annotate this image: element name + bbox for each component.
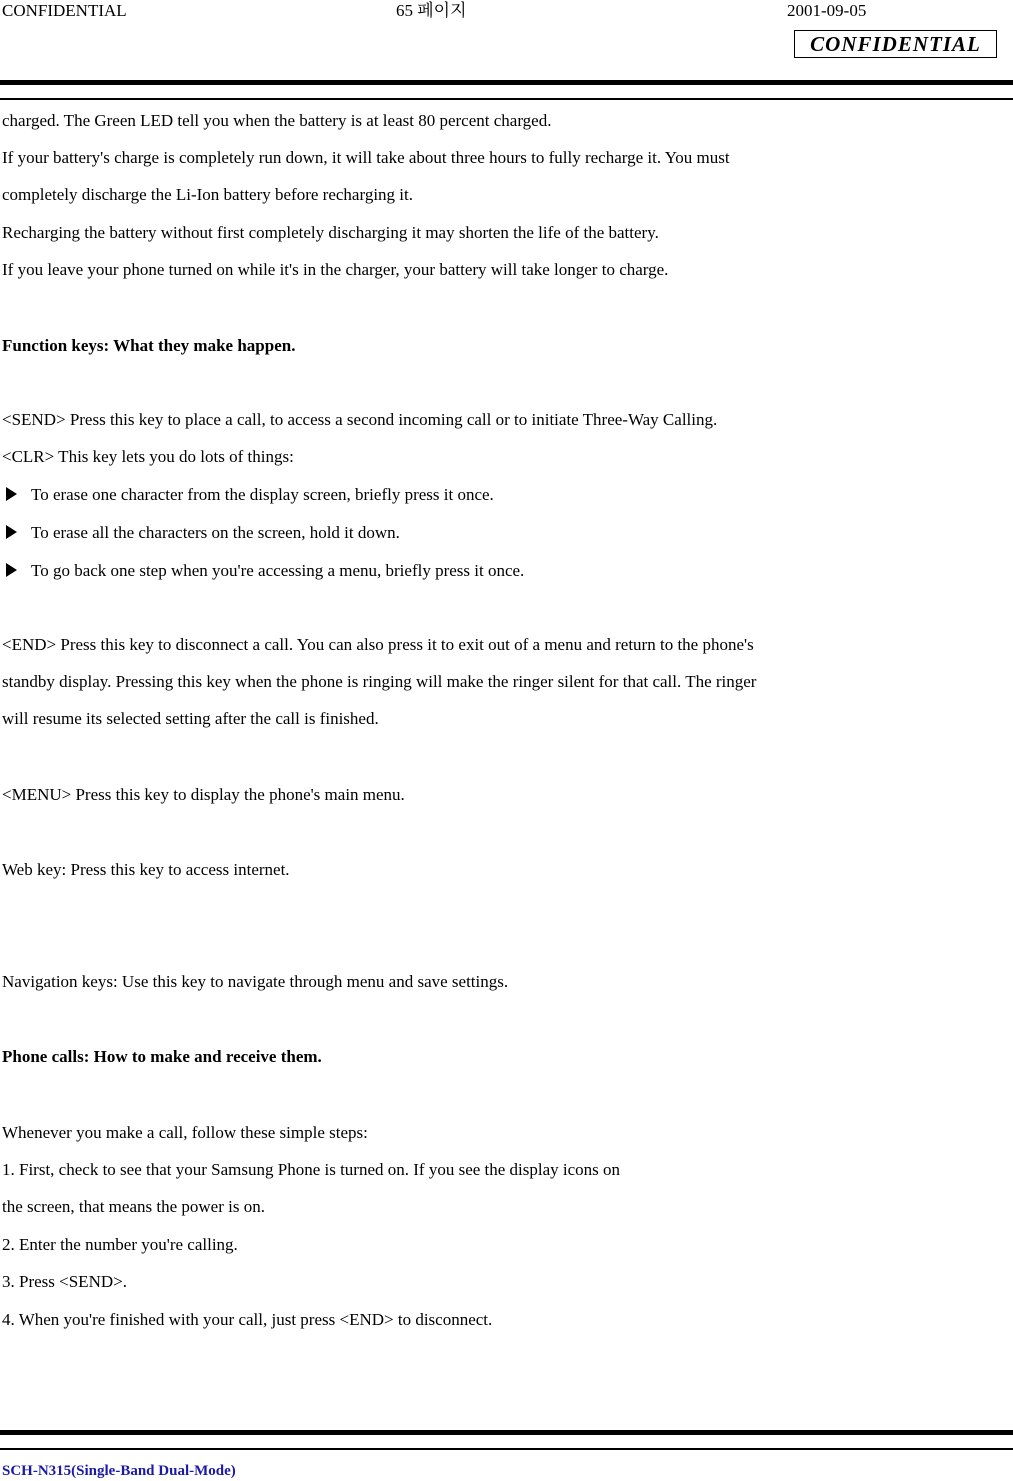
list-item-text: To erase one character from the display screen, briefly press it once. xyxy=(31,485,494,504)
footer-rule-thick xyxy=(0,1430,1013,1435)
end-key-description: will resume its selected setting after the call is finished. xyxy=(2,709,379,728)
step-line: 2. Enter the number you're calling. xyxy=(2,1235,238,1254)
clr-key-description: <CLR> This key lets you do lots of things: xyxy=(2,447,294,466)
end-key-description: standby display. Pressing this key when the phone is ringing will make the ringer silent for that call. The ringer xyxy=(2,672,757,691)
list-item-text: To erase all the characters on the screen, hold it down. xyxy=(31,523,400,542)
step-line: 3. Press <SEND>. xyxy=(2,1272,127,1291)
end-key-description: <END> Press this key to disconnect a call. You can also press it to exit out of a menu and return to the phone's xyxy=(2,635,754,654)
web-key-description: Web key: Press this key to access internet. xyxy=(2,860,290,879)
navigation-keys-description: Navigation keys: Use this key to navigate through menu and save settings. xyxy=(2,972,509,991)
triangle-right-icon xyxy=(6,563,17,577)
paragraph-line: Recharging the battery without first completely discharging it may shorten the life of the battery. xyxy=(2,223,659,242)
header-rule-thick xyxy=(0,80,1013,85)
footer-model-label: SCH-N315(Single-Band Dual-Mode) xyxy=(2,1463,236,1479)
header-confidential-label: CONFIDENTIAL xyxy=(2,1,127,20)
list-item xyxy=(2,484,494,506)
paragraph-line: completely discharge the Li-Ion battery before recharging it. xyxy=(2,185,413,204)
list-item-text: To go back one step when you're accessing a menu, briefly press it once. xyxy=(31,561,525,580)
step-line: 1. First, check to see that your Samsung Phone is turned on. If you see the display icons on xyxy=(2,1160,621,1179)
step-line: 4. When you're finished with your call, just press <END> to disconnect. xyxy=(2,1310,493,1329)
send-key-description: <SEND> Press this key to place a call, to access a second incoming call or to initiate Three-Way Calling. xyxy=(2,410,718,429)
header-rule-thin xyxy=(0,98,1013,100)
footer-rule-thin xyxy=(0,1448,1013,1450)
section-heading-phone-calls: Phone calls: How to make and receive them. xyxy=(2,1047,322,1066)
confidential-badge: CONFIDENTIAL xyxy=(794,30,997,58)
header-date: 2001-09-05 xyxy=(787,1,867,20)
triangle-right-icon xyxy=(6,525,17,539)
paragraph-line: If you leave your phone turned on while it's in the charger, your battery will take longer to charge. xyxy=(2,260,669,279)
paragraph-line: If your battery's charge is completely run down, it will take about three hours to fully recharge it. You must xyxy=(2,148,730,167)
steps-intro: Whenever you make a call, follow these simple steps: xyxy=(2,1123,368,1142)
header-page-number: 65 페이지 xyxy=(396,1,467,20)
list-item xyxy=(2,560,524,582)
menu-key-description: <MENU> Press this key to display the phone's main menu. xyxy=(2,785,405,804)
step-line: the screen, that means the power is on. xyxy=(2,1197,265,1216)
triangle-right-icon xyxy=(6,487,17,501)
paragraph-line: charged. The Green LED tell you when the battery is at least 80 percent charged. xyxy=(2,111,552,130)
list-item xyxy=(2,522,400,544)
section-heading-function-keys: Function keys: What they make happen. xyxy=(2,336,296,355)
